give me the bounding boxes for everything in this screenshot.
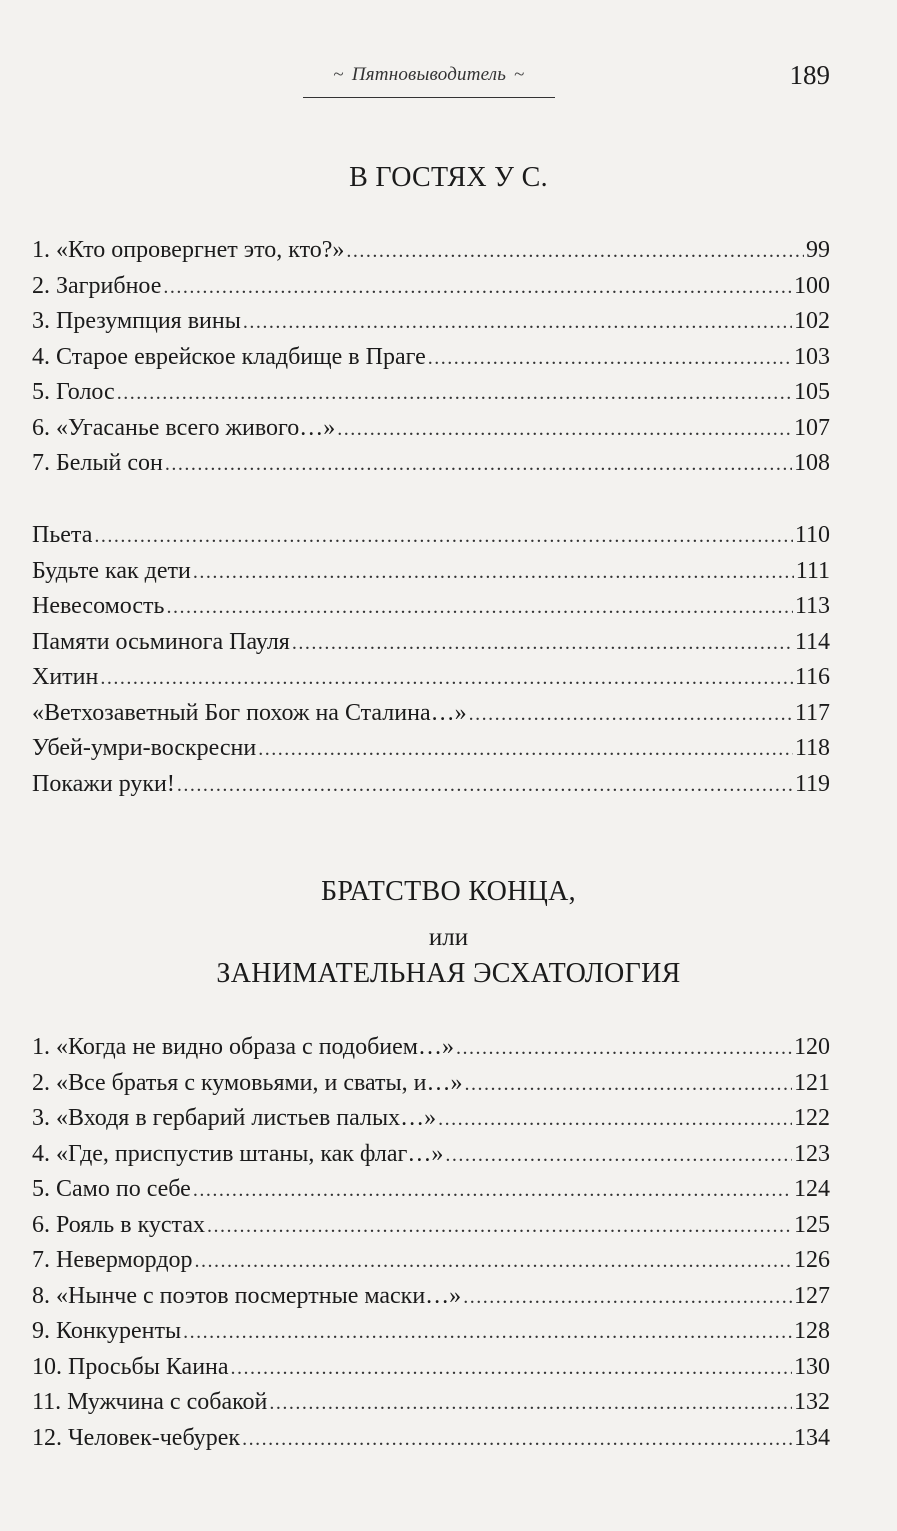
dot-leader	[456, 1031, 792, 1067]
entry-page: 130	[794, 1353, 830, 1380]
entry-title: Убей-умри-воскресни	[32, 735, 257, 761]
dot-leader	[167, 590, 793, 626]
entry-title: Невесомость	[32, 593, 165, 619]
toc-entry[interactable]	[32, 660, 830, 696]
dot-leader	[207, 1209, 792, 1245]
section-subtitle-ili: или	[428, 924, 469, 951]
entry-title: 6. «Угасанье всего живого…»	[32, 414, 336, 441]
entry-title: 10. Просьбы Каина	[32, 1353, 229, 1380]
entry-page: 117	[794, 699, 830, 726]
toc-entry[interactable]	[32, 1208, 830, 1244]
entry-title: 7. Белый сон	[32, 450, 163, 476]
entry-page: 99	[806, 237, 830, 263]
entry-title: 3. Презумпция вины	[32, 308, 241, 334]
dot-leader	[465, 1067, 792, 1103]
running-header	[303, 64, 555, 86]
toc-entry[interactable]	[32, 1279, 830, 1315]
entry-title: Покажи руки!	[32, 770, 175, 797]
entry-page: 111	[795, 557, 830, 584]
toc-list-section1-group2	[32, 518, 830, 802]
entry-title: Памяти осьминога Пауля	[32, 628, 290, 655]
entry-page: 126	[794, 1247, 830, 1273]
toc-entry[interactable]	[32, 1172, 830, 1208]
entry-page: 134	[794, 1424, 830, 1451]
dot-leader	[469, 697, 793, 733]
toc-entry[interactable]	[32, 1030, 830, 1066]
entry-title: 9. Конкуренты	[32, 1318, 182, 1344]
entry-page: 122	[794, 1105, 830, 1131]
toc-entry[interactable]	[32, 233, 830, 269]
entry-page: 132	[794, 1389, 830, 1415]
toc-entry[interactable]	[32, 304, 830, 340]
toc-entry[interactable]	[32, 1314, 830, 1350]
entry-page: 107	[794, 414, 830, 441]
page-number: 189	[789, 60, 830, 90]
toc-entry[interactable]	[32, 554, 830, 590]
entry-page: 113	[794, 593, 830, 619]
dot-leader	[242, 1422, 792, 1458]
entry-page: 127	[794, 1282, 830, 1309]
entry-page: 128	[794, 1318, 830, 1344]
entry-title: 1. «Кто опровергнет это, кто?»	[32, 237, 345, 263]
dot-leader	[438, 1102, 792, 1138]
ornament-left: ~	[333, 64, 344, 85]
entry-title: 6. Рояль в кустах	[32, 1211, 205, 1238]
entry-title: Пьета	[32, 522, 93, 548]
toc-list-section2	[32, 1030, 830, 1456]
entry-page: 102	[794, 308, 830, 334]
entry-page: 110	[794, 522, 830, 548]
entry-page: 123	[794, 1140, 830, 1167]
toc-entry[interactable]	[32, 340, 830, 376]
entry-title: 2. «Все братья с кумовьями, и сваты, и…»	[32, 1069, 463, 1096]
entry-title: Хитин	[32, 664, 99, 690]
entry-title: 4. «Где, приспустив штаны, как флаг…»	[32, 1140, 444, 1167]
ornament-right: ~	[514, 64, 525, 85]
toc-entry[interactable]	[32, 375, 830, 411]
dot-leader	[94, 519, 793, 555]
dot-leader	[183, 1315, 792, 1351]
dot-leader	[463, 1280, 792, 1316]
entry-page: 103	[794, 343, 830, 370]
dot-leader	[269, 1386, 792, 1422]
entry-title: 12. Человек-чебурек	[32, 1424, 241, 1451]
dot-leader	[195, 1244, 792, 1280]
entry-page: 118	[794, 735, 830, 761]
dot-leader	[193, 555, 794, 591]
running-title: Пятновыводитель	[351, 64, 507, 85]
toc-entry[interactable]	[32, 1243, 830, 1279]
entry-title: 2. Загрибное	[32, 272, 162, 299]
header-rule	[303, 97, 555, 98]
toc-entry[interactable]	[32, 1137, 830, 1173]
entry-page: 114	[794, 628, 830, 655]
entry-title: 5. Само по себе	[32, 1176, 191, 1202]
toc-entry[interactable]	[32, 1066, 830, 1102]
entry-page: 120	[794, 1034, 830, 1060]
toc-entry[interactable]	[32, 696, 830, 732]
entry-title: 5. Голос	[32, 379, 115, 405]
entry-title: «Ветхозаветный Бог похож на Сталина…»	[32, 699, 467, 726]
dot-leader	[163, 270, 792, 306]
section-title-eskhatologiya: ЗАНИМАТЕЛЬНАЯ ЭСХАТОЛОГИЯ	[216, 958, 681, 989]
section-title-v-gostyakh: В ГОСТЯХ У С.	[349, 162, 548, 193]
entry-page: 108	[794, 450, 830, 476]
entry-title: 8. «Нынче с поэтов посмертные маски…»	[32, 1282, 462, 1309]
entry-title: 3. «Входя в гербарий листьев палых…»	[32, 1105, 437, 1131]
toc-entry[interactable]	[32, 1385, 830, 1421]
entry-page: 121	[794, 1069, 830, 1096]
toc-entry[interactable]	[32, 1421, 830, 1457]
toc-entry[interactable]	[32, 1350, 830, 1386]
entry-page: 116	[794, 664, 830, 690]
dot-leader	[243, 305, 792, 341]
entry-page: 124	[794, 1176, 830, 1202]
toc-entry[interactable]	[32, 446, 830, 482]
dot-leader	[100, 661, 793, 697]
toc-entry[interactable]	[32, 589, 830, 625]
entry-title: 7. Невермордор	[32, 1247, 193, 1273]
dot-leader	[177, 768, 793, 804]
dot-leader	[428, 341, 792, 377]
dot-leader	[258, 732, 793, 768]
dot-leader	[337, 412, 792, 448]
dot-leader	[346, 234, 804, 270]
dot-leader	[231, 1351, 792, 1387]
entry-page: 119	[794, 770, 830, 797]
dot-leader	[165, 447, 792, 483]
dot-leader	[292, 626, 793, 662]
entry-page: 100	[794, 272, 830, 299]
toc-entry[interactable]	[32, 269, 830, 305]
toc-entry[interactable]	[32, 518, 830, 554]
dot-leader	[193, 1173, 792, 1209]
toc-list-section1-group1	[32, 233, 830, 482]
entry-title: 11. Мужчина с собакой	[32, 1389, 268, 1415]
dot-leader	[445, 1138, 792, 1174]
toc-entry[interactable]	[32, 1101, 830, 1137]
entry-page: 125	[794, 1211, 830, 1238]
entry-title: 4. Старое еврейское кладбище в Праге	[32, 343, 426, 370]
toc-entry[interactable]	[32, 411, 830, 447]
toc-entry[interactable]	[32, 767, 830, 803]
entry-title: Будьте как дети	[32, 557, 191, 584]
dot-leader	[117, 376, 792, 412]
toc-entry[interactable]	[32, 731, 830, 767]
entry-page: 105	[794, 379, 830, 405]
toc-entry[interactable]	[32, 625, 830, 661]
entry-title: 1. «Когда не видно образа с подобием…»	[32, 1034, 454, 1060]
section-title-bratstvo: БРАТСТВО КОНЦА,	[321, 876, 576, 907]
